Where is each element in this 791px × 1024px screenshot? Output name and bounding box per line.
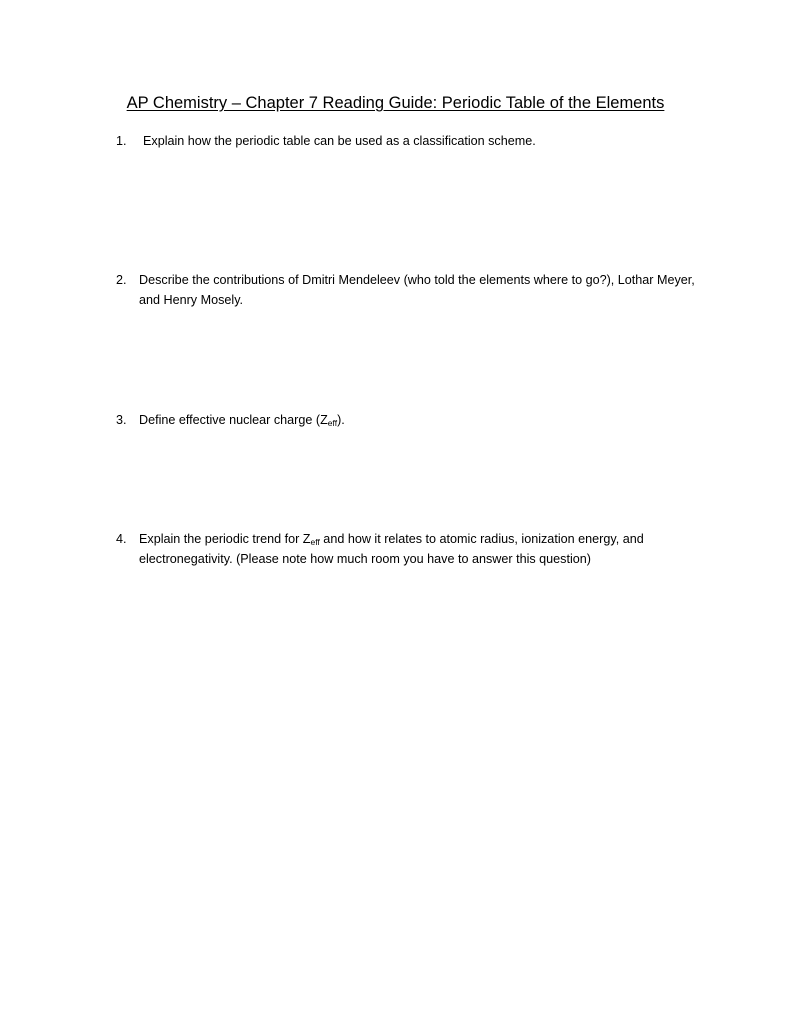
question-text-part: Explain the periodic trend for Z xyxy=(139,532,311,546)
question-number: 1. xyxy=(116,134,127,148)
question-2 xyxy=(116,270,696,310)
question-text: Describe the contributions of Dmitri Mendeleev (who told the elements where to go?), Lothar Meyer, and Henry Mosely. xyxy=(139,273,695,307)
question-text: Explain how the periodic table can be used as a classification scheme. xyxy=(143,134,536,148)
question-number: 2. xyxy=(116,273,127,287)
question-3 xyxy=(116,410,696,430)
subscript-eff: eff xyxy=(310,537,320,547)
page-title: AP Chemistry – Chapter 7 Reading Guide: Periodic Table of the Elements xyxy=(126,94,665,112)
question-4 xyxy=(116,529,696,569)
question-number: 3. xyxy=(116,413,127,427)
question-text-part: Define effective nuclear charge (Z xyxy=(139,413,328,427)
question-text-part: ). xyxy=(337,413,345,427)
question-text-part: and how it relates to atomic radius, ionization energy, and electronegativity. (Please note how much room you have to answer this question) xyxy=(139,532,644,566)
question-text xyxy=(139,410,696,430)
question-text xyxy=(139,529,696,569)
subscript-eff: eff xyxy=(327,418,338,428)
question-1 xyxy=(116,131,696,151)
question-number: 4. xyxy=(116,532,127,546)
